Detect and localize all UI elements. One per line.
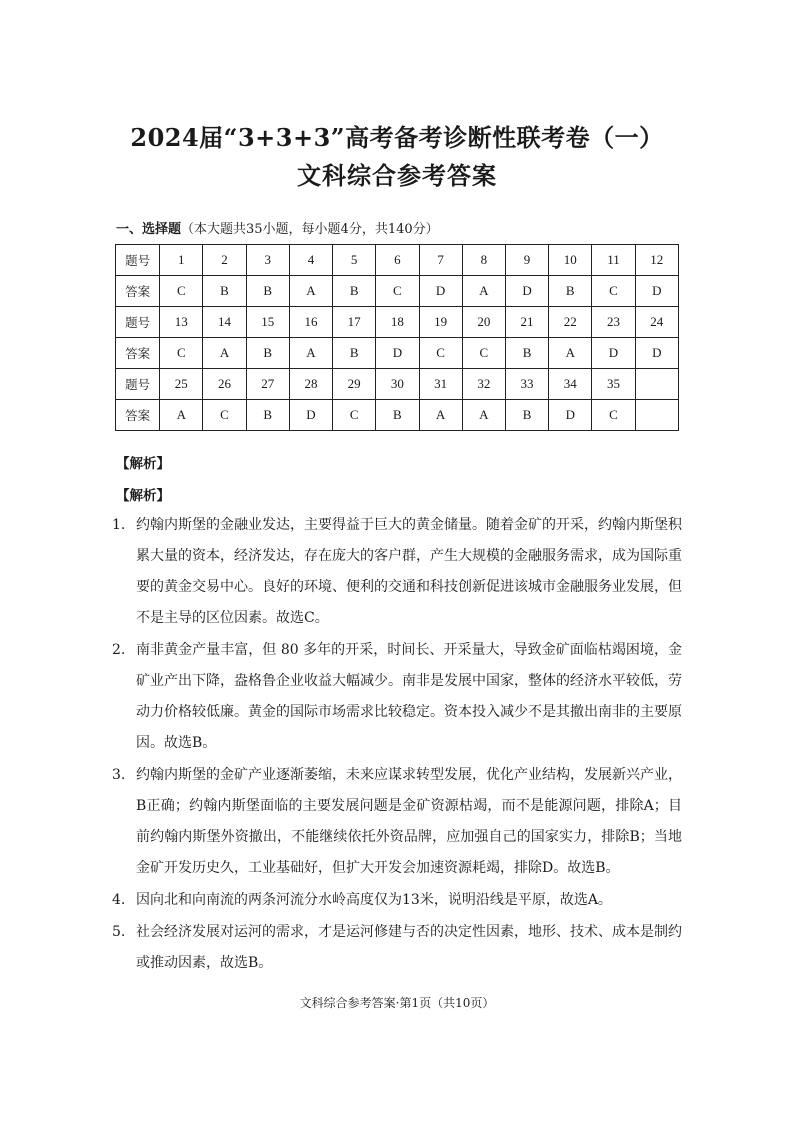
answer-cell: A xyxy=(289,276,332,307)
question-number-cell: 19 xyxy=(419,307,462,338)
question-number-cell: 23 xyxy=(592,307,635,338)
question-number-cell: 30 xyxy=(376,369,419,400)
item-text: 约翰内斯堡的金融业发达，主要得益于巨大的黄金储量。随着金矿的开采，约翰内斯堡积累大量的资本，经济发达，存在庞大的客户群，产生大规模的金融服务需求，成为国际重要的黄金交易中心。良好的环境、便利的交通和科技创新促进该城市金融服务业发展，但不是主导的区位因素。故选C。 xyxy=(136,517,682,626)
row-label: 题号 xyxy=(116,369,160,400)
answer-cell: D xyxy=(635,338,678,369)
analysis-item xyxy=(112,917,682,979)
analysis-label-1: 【解析】 xyxy=(116,456,170,472)
answer-cell: D xyxy=(289,400,332,431)
item-text: 约翰内斯堡的金矿产业逐渐萎缩，未来应谋求转型发展，优化产业结构，发展新兴产业，B正确；约翰内斯堡面临的主要发展问题是金矿资源枯竭，而不是能源问题，排除A；目前约翰内斯堡外资撤出，不能继续依托外资品牌，应加强自己的国家实力，排除B；当地金矿开发历史久，工业基础好，但扩大开发会加速资源耗竭，排除D。故选B。 xyxy=(136,767,682,876)
row-label: 题号 xyxy=(116,307,160,338)
answer-cell: B xyxy=(505,338,548,369)
item-text: 因向北和向南流的两条河流分水岭高度仅为13米，说明沿线是平原，故选A。 xyxy=(136,892,612,908)
question-number-cell: 33 xyxy=(505,369,548,400)
question-number-cell xyxy=(635,369,678,400)
question-number-cell: 13 xyxy=(160,307,203,338)
analysis-label-2: 【解析】 xyxy=(116,488,170,504)
item-number: 4. xyxy=(112,892,126,908)
row-label: 答案 xyxy=(116,276,160,307)
question-number-cell: 6 xyxy=(376,245,419,276)
answer-cell: C xyxy=(160,276,203,307)
analysis-item xyxy=(112,760,682,884)
analysis-item xyxy=(112,635,682,759)
answer-cell: D xyxy=(505,276,548,307)
answer-cell: D xyxy=(635,276,678,307)
answer-cell xyxy=(635,400,678,431)
question-number-cell: 25 xyxy=(160,369,203,400)
answer-cell: B xyxy=(246,338,289,369)
question-number-cell: 22 xyxy=(549,307,592,338)
row-label: 答案 xyxy=(116,400,160,431)
answer-cell: C xyxy=(592,276,635,307)
item-number: 1. xyxy=(112,517,126,533)
answer-cell: B xyxy=(333,338,376,369)
answer-cell: C xyxy=(160,338,203,369)
question-number-cell: 4 xyxy=(289,245,332,276)
answer-cell: A xyxy=(462,400,505,431)
question-number-cell: 31 xyxy=(419,369,462,400)
answer-cell: D xyxy=(419,276,462,307)
item-text: 社会经济发展对运河的需求，才是运河修建与否的决定性因素，地形、技术、成本是制约或推动因素，故选B。 xyxy=(136,924,682,971)
question-number-cell: 14 xyxy=(203,307,246,338)
answer-cell: B xyxy=(246,400,289,431)
question-number-cell: 8 xyxy=(462,245,505,276)
question-number-cell: 9 xyxy=(505,245,548,276)
question-number-cell: 11 xyxy=(592,245,635,276)
question-number-cell: 16 xyxy=(289,307,332,338)
question-number-cell: 18 xyxy=(376,307,419,338)
answer-cell: D xyxy=(376,338,419,369)
answer-cell: A xyxy=(462,276,505,307)
answer-table xyxy=(115,244,679,431)
answer-cell: C xyxy=(462,338,505,369)
question-number-cell: 21 xyxy=(505,307,548,338)
section-heading xyxy=(116,218,439,237)
question-number-cell: 3 xyxy=(246,245,289,276)
answer-row xyxy=(116,400,679,431)
question-number-cell: 15 xyxy=(246,307,289,338)
answer-row xyxy=(116,276,679,307)
question-number-row xyxy=(116,369,679,400)
question-number-cell: 28 xyxy=(289,369,332,400)
page-footer: 文科综合参考答案·第1页（共10页） xyxy=(299,996,495,1010)
document-title: 2024届“3+3+3”高考备考诊断性联考卷（一） xyxy=(130,123,664,152)
answer-cell: B xyxy=(376,400,419,431)
item-number: 3. xyxy=(112,767,126,783)
question-number-cell: 29 xyxy=(333,369,376,400)
answer-cell: B xyxy=(505,400,548,431)
answer-cell: D xyxy=(592,338,635,369)
question-number-cell: 35 xyxy=(592,369,635,400)
question-number-cell: 12 xyxy=(635,245,678,276)
question-number-cell: 20 xyxy=(462,307,505,338)
document-subtitle: 文科综合参考答案 xyxy=(297,161,497,190)
analysis-item xyxy=(112,510,682,634)
answer-cell: B xyxy=(549,276,592,307)
answer-cell: C xyxy=(333,400,376,431)
section-label: 一、选择题 xyxy=(116,222,182,237)
item-text: 南非黄金产量丰富，但 80 多年的开采，时间长、开采量大，导致金矿面临枯竭困境，金矿业产出下降，盎格鲁企业收益大幅减少。南非是发展中国家，整体的经济水平较低，劳动力价格较低廉。黄金的国际市场需求比较稳定。资本投入减少不是其撤出南非的主要原因。故选B。 xyxy=(136,642,682,751)
answer-cell: B xyxy=(203,276,246,307)
question-number-cell: 17 xyxy=(333,307,376,338)
answer-cell: A xyxy=(289,338,332,369)
answer-cell: A xyxy=(203,338,246,369)
answer-cell: C xyxy=(592,400,635,431)
question-number-cell: 5 xyxy=(333,245,376,276)
answer-cell: D xyxy=(549,400,592,431)
answer-cell: B xyxy=(246,276,289,307)
answer-cell: C xyxy=(376,276,419,307)
section-note: （本大题共35小题，每小题4分，共140分） xyxy=(181,222,439,237)
question-number-row xyxy=(116,245,679,276)
question-number-cell: 2 xyxy=(203,245,246,276)
question-number-cell: 24 xyxy=(635,307,678,338)
answer-cell: A xyxy=(419,400,462,431)
question-number-cell: 26 xyxy=(203,369,246,400)
question-number-cell: 32 xyxy=(462,369,505,400)
question-number-cell: 34 xyxy=(549,369,592,400)
answer-cell: A xyxy=(160,400,203,431)
question-number-cell: 1 xyxy=(160,245,203,276)
item-number: 2. xyxy=(112,642,126,658)
row-label: 题号 xyxy=(116,245,160,276)
analysis-list xyxy=(112,510,682,980)
answer-cell: C xyxy=(203,400,246,431)
row-label: 答案 xyxy=(116,338,160,369)
question-number-cell: 27 xyxy=(246,369,289,400)
question-number-cell: 10 xyxy=(549,245,592,276)
question-number-row xyxy=(116,307,679,338)
answer-cell: A xyxy=(549,338,592,369)
analysis-item xyxy=(112,885,682,916)
answer-cell: C xyxy=(419,338,462,369)
answer-cell: B xyxy=(333,276,376,307)
item-number: 5. xyxy=(112,924,126,940)
question-number-cell: 7 xyxy=(419,245,462,276)
answer-row xyxy=(116,338,679,369)
